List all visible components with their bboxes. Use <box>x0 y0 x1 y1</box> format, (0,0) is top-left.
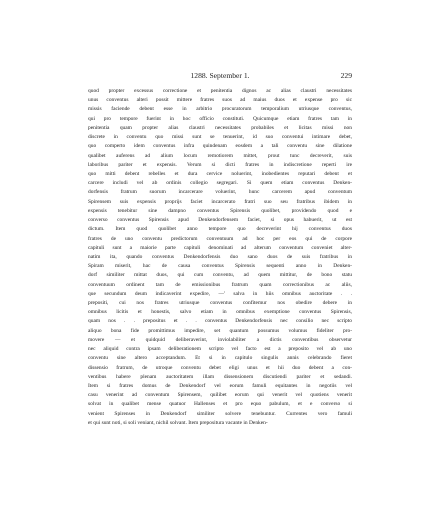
text-line: capituli sunt a maiorie parte capituli denominati ad alterum conventum conveniet alter- <box>88 244 352 251</box>
text-line: unus conventus alteri possit mittere fratres suos ad maius duos et expense pro sic <box>88 97 352 104</box>
text-line: quod propter excessus correctione et penitentia dignos ac alias claustri necessitates <box>88 88 352 94</box>
text-line: solvat in qualibet mense quatuor Hallenses et pro equo pabulum, et e converso si <box>88 401 352 408</box>
text-line: qui pro tempore fuerint in hoc officio constituti. Quicumque etiam fratres tam in <box>88 115 352 122</box>
text-line: prepositi, cui nos fratres utriusque conventus confitemur nos obedire debere in <box>88 300 352 307</box>
text-line: discrete in conventu quo missi sunt se tenuerint, id suo conventui intimare debet, <box>88 134 352 141</box>
text-line: natim ita, quando conventus Denkendorfensis duo sano duos de suis fratribus in <box>88 253 352 260</box>
text-line: quo comperto idem conventus infra quindenam eosdem a tali conventu sine dilatione <box>88 143 352 150</box>
text-line: ventibus habere plenam auctoritatem illam dissensionem discutiendi pariter et sedandi. <box>88 373 352 380</box>
text-line: carcere includi vel ab ordinis collegio segregari. Si quem etiam conventus Denken- <box>88 180 352 187</box>
text-line: fratres de uno conventu predictorum conventuum ad hoc per eos qui de corpore <box>88 235 352 242</box>
text-line: dissensio fratrum, de utroque conventu debet eligi unus et hii duo debent a con- <box>88 364 352 371</box>
text-line: conventuum ordinent tam de emissionibus fratrum quam correctionibus ac aliis, <box>88 281 352 288</box>
text-line: quam nos . . prepositus et . . conventus Denkendorfensis nec consilio nec scripto <box>88 318 352 325</box>
text-line: quo mitti debent rebelles et dura cervice noluerint, inobedientes reputari debent et <box>88 170 352 177</box>
text-line: conventu sine altero acceptandum. Et si in capitulo singulis annis celebrando fieret <box>88 355 352 362</box>
text-line: Spiram miserit, hac de causa conventus Spirensis sequenti anno in Denken- <box>88 263 352 270</box>
text-line: omnibus licitis et honestis, salvo etiam in omnibus exemptione conventus Spirensis, <box>88 309 352 316</box>
text-line: Item si fratres domus de Denkendorf vel eorum famuli equitantes in negotiis vel <box>88 383 352 389</box>
text-line: nec aliquid contra ipsam deliberationem scripto vel facto est a preposito vel ab uno <box>88 346 352 353</box>
body-text <box>88 87 352 428</box>
text-line: converso conventus Spirensis apud Denkendorfensem faciet, si opus habuerit, ut est <box>88 217 352 224</box>
text-line: penitentia quam propter alias claustri necessitates probabiles et licitas missi non <box>88 124 352 131</box>
text-line: dorf similiter mittat duos, qui cum conventu, ad quem mittitur, de bono statu <box>88 272 352 279</box>
text-line: que secundum deum indicaverint expedire, —' salva in hiis omnibus auctoritate . . <box>88 290 352 297</box>
text-line: casu venerint ad conventum Spirensem, quilibet eorum qui venerit vel quotiens venerit <box>88 392 352 399</box>
text-line: dorfensis fratrum suorum incarcerare voluerint, hunc carcerem apud conventum <box>88 189 352 196</box>
text-line: laboribus pariter et expensis. Verum si dicti fratres in indiscretione reperti ire <box>88 161 352 168</box>
page-number: 229 <box>340 71 352 80</box>
text-line: venient Spirenses in Denkendorf similiter solvere tenebuntur. Currentes vero famuli <box>88 410 352 417</box>
running-head <box>88 70 352 82</box>
text-line: movere — et quidquid deliberaverint, inviolabiliter a dictis conventibus observetur <box>88 336 352 343</box>
running-head-title: 1288. September 1. <box>190 71 250 80</box>
text-line: et qui sunt noti, si soli veniant, nichil solvant. Item prepositura vacante in Denken- <box>88 419 268 426</box>
text-line: aliquo bona fide promittimus impedire, set quantum possumus volumus fideliter pro- <box>88 327 352 334</box>
text-line: expensis tenebitur sine dampno conventus Spirensis quolibet, providendo quod e <box>88 207 352 214</box>
text-line: dictum. Item quod quolibet anno tempore quo decreverint hij conventus duos <box>88 226 352 233</box>
text-line: missis faciende debent esse in arbitrio procuratorum temporalium utriusque conventus, <box>88 106 352 113</box>
text-line: qualibet auferens ad alium locum remotiorem mittet, prout tunc decreverit, suis <box>88 152 352 159</box>
text-line: Spirensem suis expensis proprijs faciet incarcerato fratri suo seu fratribus ibidem in <box>88 198 352 205</box>
